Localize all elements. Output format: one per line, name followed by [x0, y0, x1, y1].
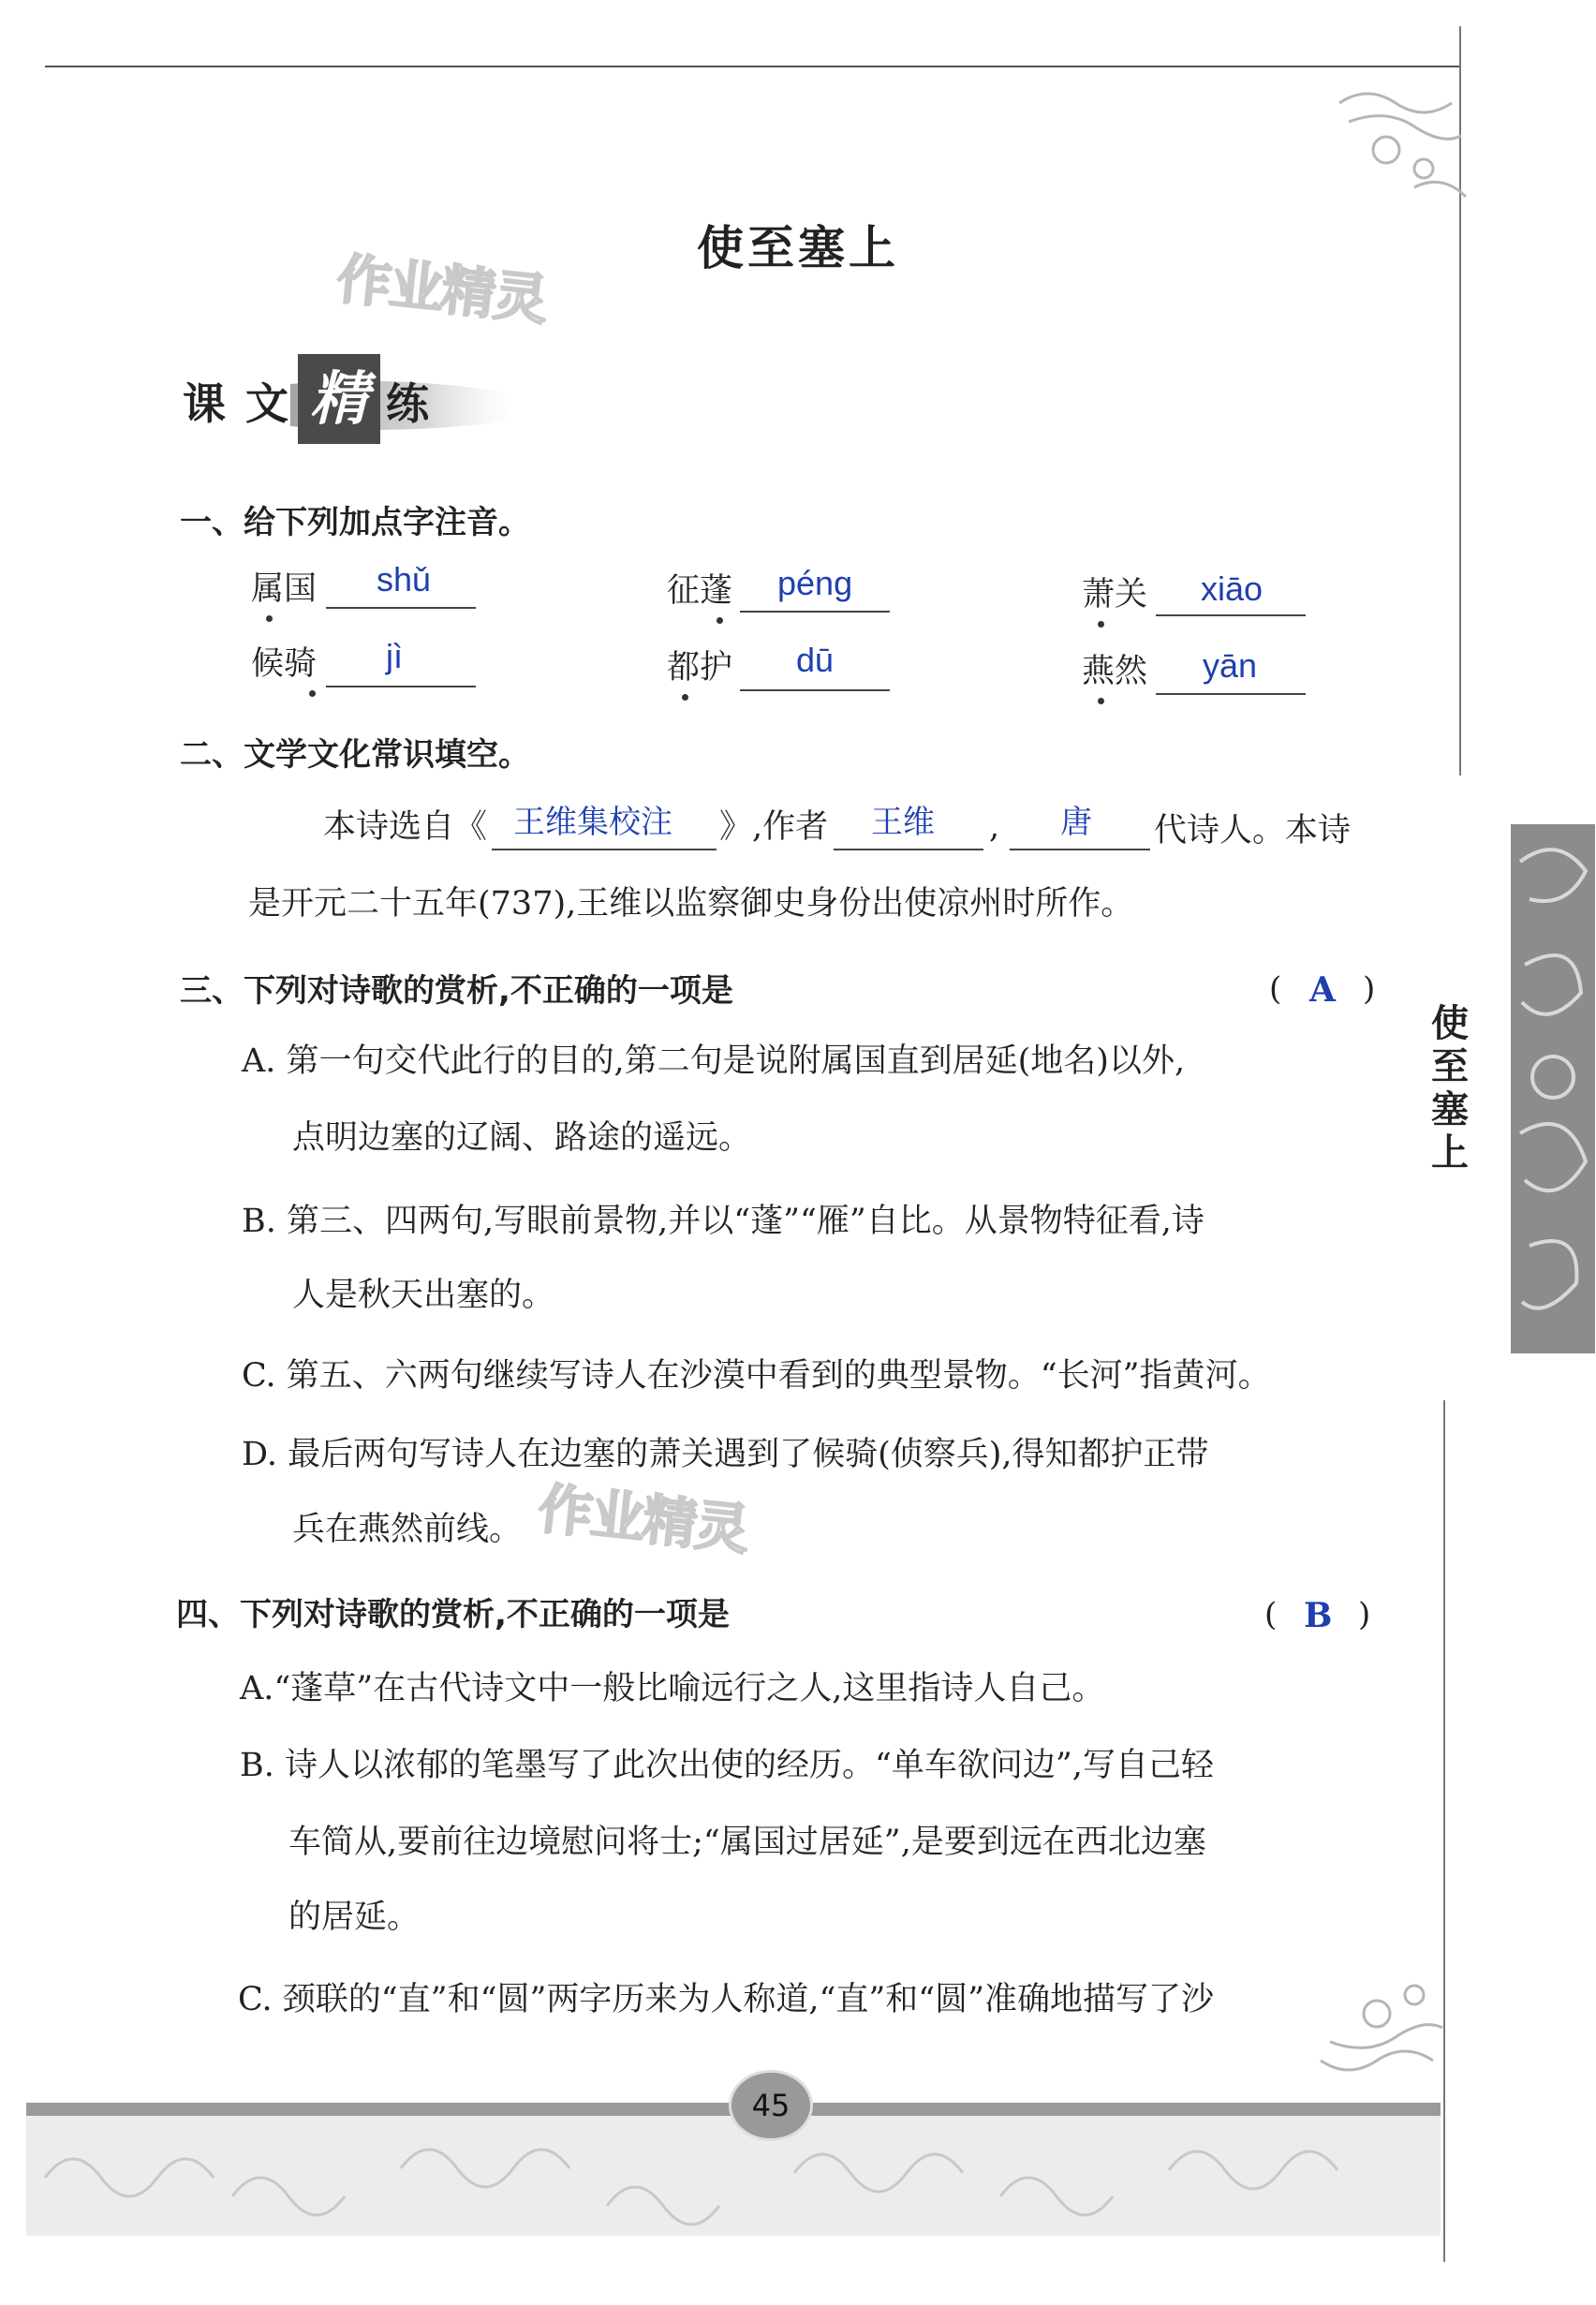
answer-blank — [740, 689, 890, 691]
question-2-heading: 二、文学文化常识填空。 — [180, 736, 530, 774]
page-number: 45 — [751, 2088, 791, 2123]
q4-option: A.“蓬草”在古代诗文中一般比喻远行之人,这里指诗人自己。 — [240, 1670, 1105, 1707]
question-1-heading: 一、给下列加点字注音。 — [180, 504, 530, 541]
q2-text: 本诗选自《 — [323, 808, 488, 846]
q3-answer: A — [1309, 970, 1336, 1010]
answer-blank — [492, 849, 717, 850]
banner-char: 文 — [245, 378, 288, 429]
q1-word: 都护 — [667, 649, 733, 687]
q1-answer: jì — [386, 637, 403, 675]
q1-answer: shǔ — [377, 560, 432, 598]
banner-char: 课 — [183, 378, 226, 429]
q1-word: 候骑 — [251, 645, 318, 683]
corner-ornament-bottom-icon — [1311, 1958, 1452, 2079]
q2-answer-author: 王维 — [871, 805, 935, 840]
emphasis-dot — [682, 694, 688, 701]
question-3-heading: 三、下列对诗歌的赏析,不正确的一项是 — [180, 972, 733, 1010]
answer-blank — [1010, 849, 1150, 850]
q1-word: 征蓬 — [667, 572, 733, 610]
emphasis-dot — [266, 615, 273, 622]
q2-text: 》,作者 — [719, 808, 829, 846]
q1-word: 燕然 — [1082, 653, 1148, 690]
emphasis-dot — [1098, 698, 1104, 704]
watermark: 作业精灵 — [333, 246, 550, 332]
q1-word: 萧关 — [1082, 576, 1148, 613]
banner-char: 练 — [386, 378, 429, 429]
q2-answer-book: 王维集校注 — [513, 805, 672, 840]
question-4-heading: 四、下列对诗歌的赏析,不正确的一项是 — [176, 1596, 730, 1633]
q4-option: C. 颈联的“直”和“圆”两字历来为人称道,“直”和“圆”准确地描写了沙 — [238, 1981, 1215, 2018]
q1-answer: xiāo — [1201, 569, 1264, 608]
side-tab-char: 塞 — [1431, 1087, 1469, 1131]
answer-blank — [1156, 614, 1306, 616]
corner-ornament-icon — [1330, 84, 1470, 206]
q4-answer: B — [1304, 1596, 1333, 1635]
q4-option: 的居延。 — [288, 1899, 421, 1936]
top-rule — [45, 66, 1459, 67]
q3-option: 人是秋天出塞的。 — [292, 1277, 555, 1314]
watermark: 作业精灵 — [535, 1476, 751, 1562]
page-title: 使至塞上 — [697, 220, 899, 275]
q1-answer: yān — [1203, 646, 1258, 685]
answer-paren-open: ( — [1269, 970, 1282, 1008]
right-rule-lower — [1443, 1400, 1445, 2262]
q2-text: 代诗人。本诗 — [1154, 812, 1352, 850]
answer-paren-close: ) — [1358, 1596, 1371, 1633]
q2-text: 是开元二十五年(737),王维以监察御史身份出使凉州时所作。 — [248, 885, 1134, 923]
answer-blank — [834, 849, 983, 850]
q3-option: B. 第三、四两句,写眼前景物,并以“蓬”“雁”自比。从景物特征看,诗 — [242, 1203, 1204, 1240]
q2-answer-dynasty: 唐 — [1060, 805, 1092, 840]
answer-paren-open: ( — [1264, 1596, 1278, 1633]
side-ornament-panel-icon — [1511, 824, 1595, 1353]
q2-text: , — [989, 808, 1000, 846]
emphasis-dot — [717, 617, 723, 624]
q4-option: B. 诗人以浓郁的笔墨写了此次出使的经历。“单车欲问边”,写自己轻 — [240, 1747, 1214, 1784]
q1-word: 属国 — [251, 570, 318, 608]
side-tab-title — [1431, 1002, 1469, 1175]
side-tab-char: 使 — [1431, 1001, 1469, 1045]
q3-option: 点明边塞的辽阔、路途的遥远。 — [292, 1119, 752, 1157]
answer-blank — [740, 611, 890, 613]
emphasis-dot — [309, 690, 316, 697]
answer-paren-close: ) — [1363, 970, 1376, 1008]
q3-option: D. 最后两句写诗人在边塞的萧关遇到了候骑(侦察兵),得知都护正带 — [242, 1436, 1209, 1473]
banner-char-highlight: 精 — [309, 364, 368, 433]
q1-answer: dū — [796, 641, 835, 679]
answer-blank — [326, 607, 476, 609]
q4-option: 车简从,要前往边境慰问将士;“属国过居延”,是要到远在西北边塞 — [288, 1824, 1206, 1861]
side-tab-char: 上 — [1431, 1130, 1469, 1175]
q3-option: A. 第一句交代此行的目的,第二句是说附属国直到居延(地名)以外, — [242, 1042, 1186, 1080]
q3-option: 兵在燕然前线。 — [292, 1511, 523, 1548]
answer-blank — [326, 686, 476, 687]
emphasis-dot — [1098, 621, 1104, 628]
side-tab-char: 至 — [1431, 1044, 1469, 1088]
q3-option: C. 第五、六两句继续写诗人在沙漠中看到的典型景物。“长河”指黄河。 — [242, 1357, 1271, 1395]
answer-blank — [1156, 693, 1306, 695]
q1-answer: péng — [777, 564, 853, 602]
